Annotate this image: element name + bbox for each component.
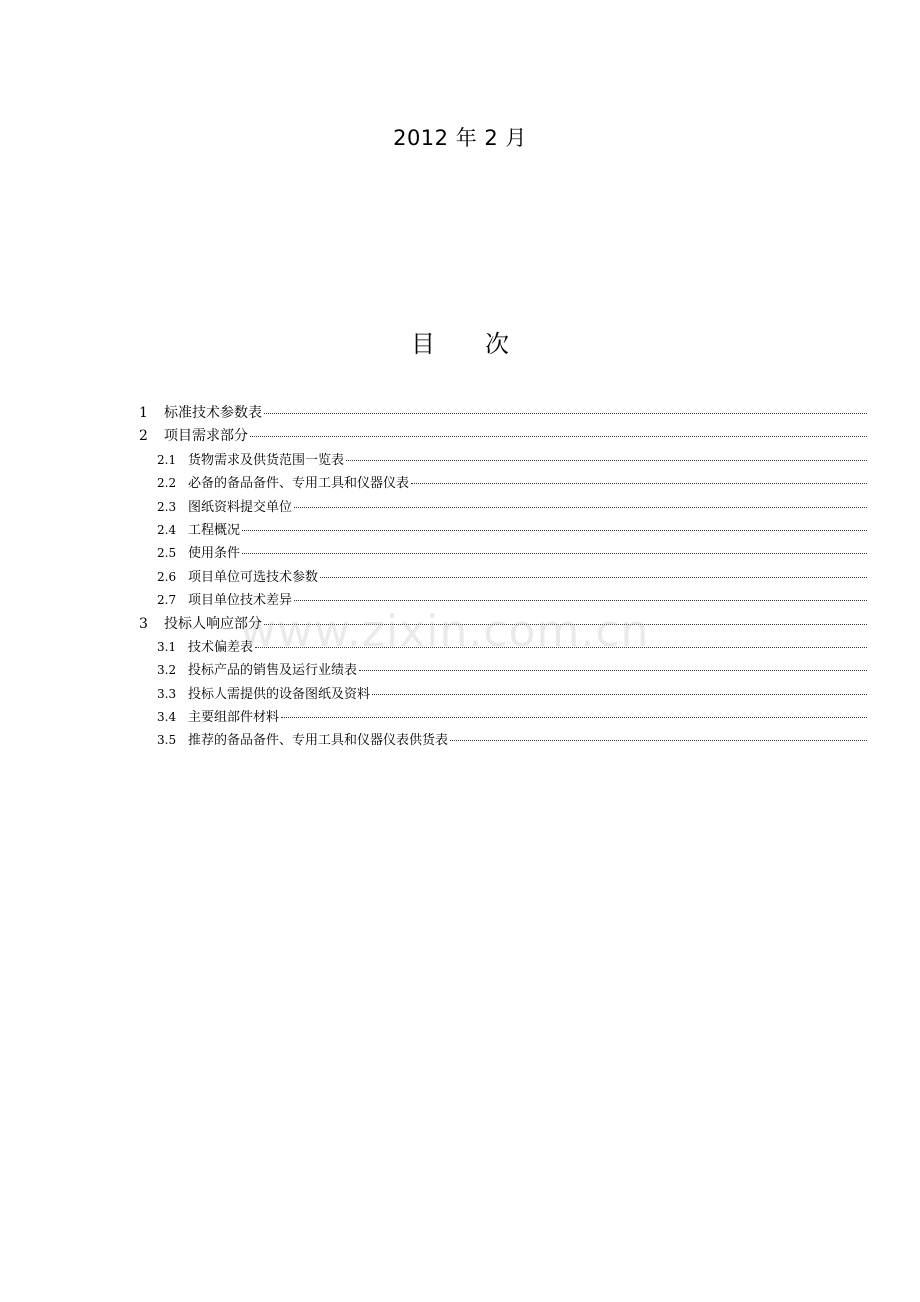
toc-entry[interactable]: [139, 636, 867, 659]
toc-entry[interactable]: [139, 613, 867, 636]
toc-dot-leader: [411, 483, 867, 484]
toc-dot-leader: [346, 460, 867, 461]
toc-entry[interactable]: [139, 449, 867, 472]
toc-dot-leader: [255, 647, 867, 648]
toc-entry[interactable]: [139, 683, 867, 706]
document-date: 2012 年 2 月: [393, 126, 527, 150]
table-of-contents: [139, 402, 867, 753]
toc-entry[interactable]: [139, 472, 867, 495]
toc-entry-number: 2.3: [157, 499, 177, 514]
toc-entry[interactable]: [139, 659, 867, 682]
toc-title-char-1: 目: [411, 330, 435, 358]
toc-dot-leader: [281, 717, 867, 718]
toc-entry-number: 3.4: [157, 710, 177, 725]
toc-title: [0, 324, 920, 359]
toc-entry[interactable]: [139, 519, 867, 542]
toc-entry[interactable]: [139, 402, 867, 425]
toc-entry-number: 2.1: [157, 452, 177, 467]
toc-entry[interactable]: [139, 542, 867, 565]
toc-entry-label: 主要组部件材料: [188, 710, 280, 726]
toc-entry-label: 推荐的备品备件、专用工具和仪器仪表供货表: [188, 733, 449, 749]
toc-entry[interactable]: [139, 496, 867, 519]
toc-dot-leader: [264, 624, 867, 625]
toc-entry-label: 标准技术参数表: [164, 405, 262, 421]
toc-entry[interactable]: [139, 566, 867, 589]
toc-entry-label: 图纸资料提交单位: [188, 499, 293, 515]
toc-entry-number: 2.4: [157, 522, 177, 537]
toc-entry-number: 2.6: [157, 569, 177, 584]
toc-entry[interactable]: [139, 729, 867, 752]
toc-entry-label: 技术偏差表: [188, 639, 254, 655]
toc-entry-label: 投标人响应部分: [164, 615, 262, 632]
toc-dot-leader: [320, 577, 867, 578]
toc-entry-number: 2.2: [157, 476, 177, 491]
toc-dot-leader: [450, 740, 867, 741]
toc-entry-number: 3: [139, 615, 148, 632]
toc-entry-number: 2: [139, 428, 148, 445]
toc-entry-label: 项目单位技术差异: [188, 593, 293, 609]
toc-entry-number: 3.3: [157, 686, 177, 701]
toc-entry-label: 投标人需提供的设备图纸及资料: [188, 686, 371, 702]
toc-entry-label: 项目单位可选技术参数: [188, 569, 319, 585]
watermark-text: www.zixin.com.cn: [240, 606, 650, 657]
toc-entry-number: 3.5: [157, 733, 177, 748]
toc-entry-label: 项目需求部分: [164, 428, 248, 445]
toc-dot-leader: [359, 670, 867, 671]
toc-dot-leader: [294, 600, 867, 601]
toc-entry-label: 货物需求及供货范围一览表: [188, 452, 345, 468]
toc-entry[interactable]: [139, 425, 867, 448]
toc-dot-leader: [264, 413, 867, 414]
toc-entry-number: 1: [139, 405, 148, 421]
toc-entry-label: 投标产品的销售及运行业绩表: [188, 663, 358, 679]
toc-entry-label: 必备的备品备件、专用工具和仪器仪表: [188, 476, 410, 492]
toc-entry-number: 3.2: [157, 663, 177, 678]
toc-dot-leader: [294, 507, 867, 508]
toc-entry-label: 工程概况: [188, 522, 241, 538]
toc-dot-leader: [372, 694, 867, 695]
toc-dot-leader: [242, 530, 867, 531]
toc-entry[interactable]: [139, 589, 867, 612]
toc-entry-number: 2.7: [157, 593, 177, 608]
toc-entry-number: 2.5: [157, 546, 177, 561]
toc-dot-leader: [250, 436, 867, 437]
toc-entry-label: 使用条件: [188, 546, 241, 562]
toc-title-char-2: 次: [485, 330, 509, 358]
toc-entry[interactable]: [139, 706, 867, 729]
toc-dot-leader: [242, 553, 867, 554]
toc-entry-number: 3.1: [157, 639, 177, 654]
